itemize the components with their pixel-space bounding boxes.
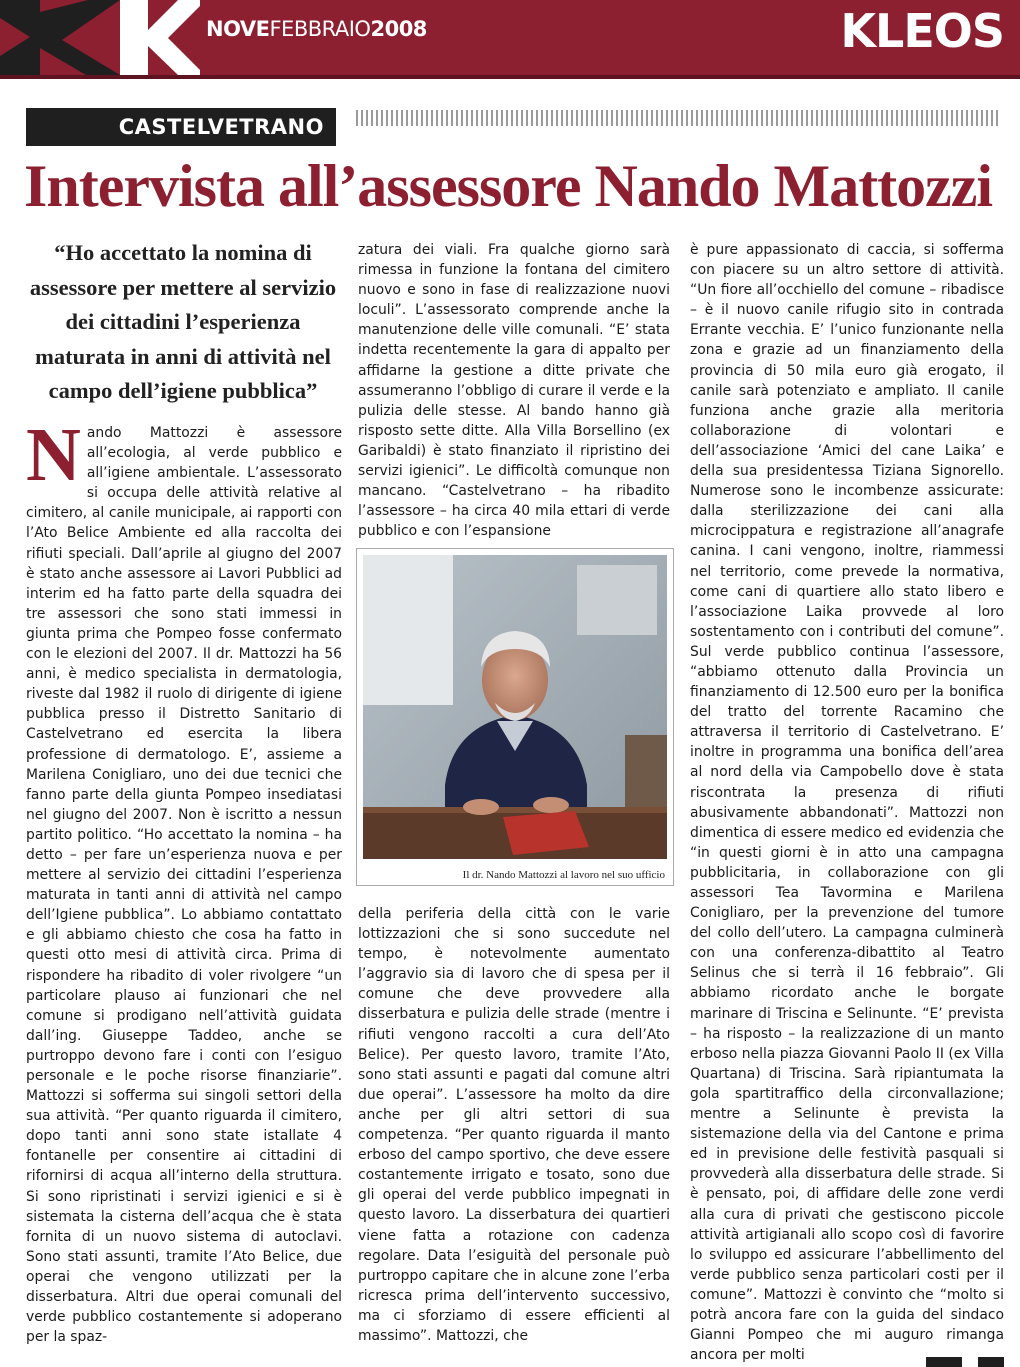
pull-quote: “Ho accettato la nomina di assessore per mettere al servizio dei cittadini l’esperienza maturata in anni di attività nel campo dell’igiene pubblica” [29, 240, 337, 403]
article-headline: Intervista all’assessore Nando Mattozzi [24, 153, 993, 219]
portrait-photo-icon [363, 555, 667, 859]
issue-date-day: NOVE [206, 17, 270, 41]
article-column-1 [26, 413, 342, 1353]
section-label: CASTELVETRANO [26, 108, 336, 146]
column-1-text: ando Mattozzi è assessore all’ecologia, al verde pubblico e all’igiene ambientale. L’assessorato si occupa delle attività relative al cimitero, al canile municipale, ai rapporti con l’Ato Belice Ambiente ed alla raccolta dei rifiuti speciali. Dall’aprile al giugno del 2007 è stato anche assessore ai Lavori Pubblici ad interim ed ha fatto parte della squadra dei tre assessori che sono stati immessi in giunta prima che Pompeo fosse confermato con le elezioni del 2007. Il dr. Mattozzi ha 56 anni, è medico specialista in dermatologia, riveste dal 1982 il ruolo di dirigente di igiene pubblica presso il Distretto Sanitario di Castelvetrano ed esercita la libera professione di dermatologo. E’, assieme a Marilena Conigliaro, uno dei due tecnici che fanno parte della giunta Pompeo insediatasi nel giugno del 2007. Non è iscritto a nessun partito politico. “Ho accettato la nomina – ha detto – per fare un’esperienza nuova e per mettere al servizio dei cittadini l’esperienza maturata in tanti anni di attività nel campo dell’Igiene pubblica”. Lo abbiamo contattato e gli abbiamo chiesto che cosa ha fatto in questi otto mesi di attività circa. Prima di rispondere ha ribadito di voler rivolgere “un particolare plauso ai funzionari che nel comune si prodigano nell’attività guidata dall’ing. Giuseppe Taddeo, anche se purtroppo devono fare i conti con l’esiguo personale e le poche risorse finanziarie”. Mattozzi si sofferma sui singoli settori della sua attività. “Per quanto riguarda il cimitero, dopo tanti anni sono state istallate 4 fontanelle per consentire ai cittadini di rifornirsi di acqua all’interno della struttura. Si sono ripristinati i servizi igienici e si è sistemata la cisterna dell’acqua che è stata fornita di un nuovo sistema di autoclavi. Sono stati assunti, tramite l’Ato Belice, due operai che vengono utilizzati per la disserbatura. Altri due operai comunali del verde pubblico costantemente si adoperano per la spaz- [26, 425, 342, 1346]
kleos-logo-icon [0, 0, 200, 75]
article-column-2-bottom: della periferia della città con le varie lottizzazioni che si sono succedute nel tempo, è notevolmente aumentato l’aggravio sia di lavoro che di spesa per il comune che deve provvedere alla disserbatura e pulizia delle strade (mentre i rifiuti vengono raccolti a cura dell’Ato Belice). Per questo lavoro, tramite l’Ato, sono stati assunti e pagati dal comune altri due operai”. L’assessore ha molto da dire anche per gli altri settori di sua competenza. “Per quanto riguarda il manto erboso del campo sportivo, che deve essere costantemente irrigato e tosato, sono due gli operai del verde pubblico impegnati in questo lavoro. La disserbatura dei quartieri viene fatta a rotazione con cadenza regolare. Data l’esiguità del personale può purtroppo capitare che in alcune zone l’erba ricresca prima dell’intervento successivo, ma ci sforziamo di essere efficienti al massimo”. Mattozzi, che [358, 906, 670, 1344]
drop-cap: N [26, 413, 81, 497]
issue-date-year: 2008 [370, 17, 427, 41]
decorative-hatch-divider [356, 110, 998, 126]
issue-date-month: FEBBRAIO [269, 17, 371, 41]
masthead-band [0, 0, 1020, 75]
article-photo [356, 548, 674, 886]
article-column-2-top: zatura dei viali. Fra qualche giorno sarà rimessa in funzione la fontana del cimitero nuovo e sono in fase di realizzazione nuovi loculi”. L’assessorato comprende anche la manutenzione delle ville comunali. “E’ stata indetta recentemente la gara di appalto per affidarne la gestione a ditte private che assumeranno l’obbligo di curare il verde e la pulizia delle stesse. Al bando hanno già risposto sette ditte. Alla Villa Borsellino (ex Garibaldi) è stato finanziato il ripristino dei servizi igienici”. Le difficoltà comunque non mancano. “Castelvetrano – ha ribadito l’assessore – ha circa 40 mila ettari di verde pubblico e con l’espansione [358, 242, 670, 540]
article-column-3: è pure appassionato di caccia, si sofferma con piacere su un altro settore di attività. “Un fiore all’occhiello del comune – ribadisce – è il nuovo canile rifugio sito in contrada Errante vecchia. E’ l’unico funzionante nella zona e grazie ad un finanziamento della provincia di 50 mila euro già erogato, il canile sarà potenziato e ampliato. Il canile funziona anche grazie alla meritoria collaborazione di volontari e dell’associazione ‘Amici del cane Laika’ e della sua presidentessa Tiziana Signorello. Numerose sono le incombenze assicurate: dalla sterilizzazione dei cani alla microcippatura e registrazione all’anagrafe canina. I cani vengono, inoltre, riammessi nel territorio, come prevede la normativa, come cani di quartiere allo stato libero e l’associazione Laika provvede al loro sostentamento con i contributi del comune”. Sul verde pubblico continua l’assessore, “abbiamo ottenuto dalla Provincia un finanziamento di 12.500 euro per la bonifica del tratto del torrente Racamino che attraversa il territorio di Castelvetrano. E’ inoltre in programma una bonifica dell’area al nord della via Campobello dove è stata riscontrata la presenza di rifiuti abusivamente abbandonati”. Mattozzi non dimentica di essere medico ed evidenzia che “in questi giorni è in atto una campagna pubblicitaria, in collaborazione con gli assessori Tea Tavormina e Marilena Conigliaro, per la prevenzione del tumore del collo dell’utero. La campagna culminerà con una conferenza-dibattito al Teatro Selinus che si terrà il 16 febbraio”. Gli abbiamo ricordato anche le borgate marinare di Triscina e Selinunte. “E’ prevista – ha risposto – la realizzazione di un manto erboso nella piazza Giovanni Paolo II (ex Villa Quartana) di Triscina. Sarà ripiantumata la gola spartitraffico della circonvallazione; mentre a Selinunte è prevista la sistemazione della via del Cantone e prima ed in previsione delle festività pasquali si provvederà alla disserbatura delle strade. Si è pensato, poi, di affidare delle zone verdi alla cura di privati che gestiscono piccole attività artigianali allo scopo così di favorire lo sviluppo ed assicurare l’abbellimento del verde pubblico senza particolari costi per il comune”. Mattozzi è convinto che “molto si potrà ancora fare con la guida del sindaco Gianni Pompeo che mi auguro rimanga ancora per molti [690, 242, 1004, 1364]
brand-name: KLEOS [840, 4, 1004, 58]
issue-date [206, 17, 427, 41]
page-marker-block [978, 1357, 1004, 1367]
page-marker-block [926, 1357, 962, 1367]
photo-caption: Il dr. Nando Mattozzi al lavoro nel suo ufficio [462, 869, 665, 881]
